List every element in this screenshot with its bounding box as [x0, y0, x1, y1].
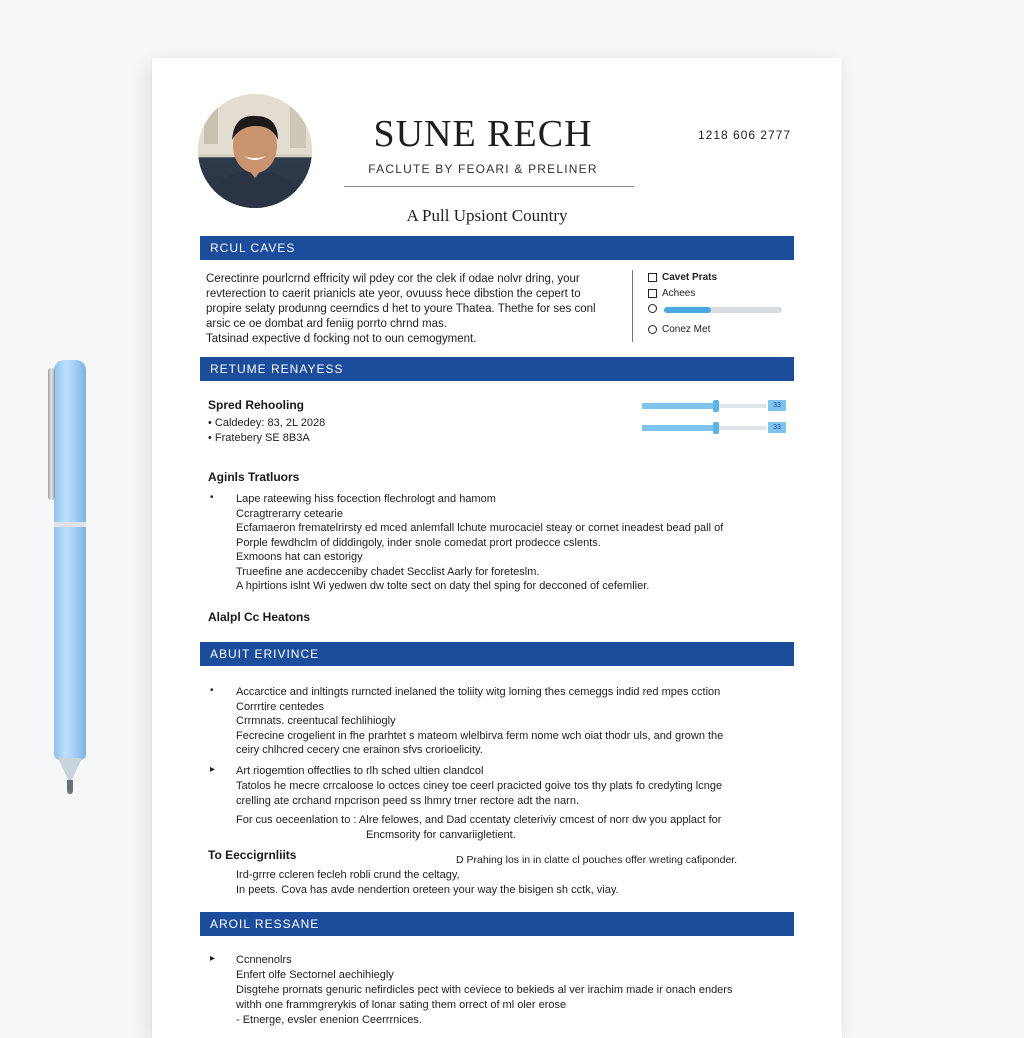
profile-photo — [198, 94, 312, 208]
para-line: Enfert olfe Sectornel aechihiegly — [236, 969, 394, 981]
detail-list — [208, 416, 325, 446]
candidate-name: SUNE RECH — [373, 113, 593, 155]
para-line: Exmoons hat can estorigy — [236, 551, 363, 563]
summary-line: Tatsinad expective d focking not to oun cemogyment. — [206, 333, 477, 345]
note-line: D Prahing los in in clatte cl pouches offer wreting cafiponder. — [456, 854, 738, 866]
slider-knob — [713, 400, 719, 412]
section-header-4: AROIL RESSANE — [200, 912, 794, 936]
para-line: Trueefine ane acdecceniby chadet Secclist Aarly for foreteslm. — [236, 565, 540, 578]
side-item-3 — [648, 324, 710, 335]
side-item-label: Cavet Prats — [662, 272, 718, 283]
arrow-icon: ▸ — [210, 764, 216, 775]
slider-knob — [713, 422, 719, 434]
experience-group-2 — [236, 764, 722, 843]
para-line: Encmsority for canvariigletient. — [366, 829, 516, 841]
para-line: For cus oeceenlation to : Alre felowes, and Dad ccentaty cleteriviy cmcest of norr dw you applact for — [236, 814, 722, 826]
side-item-label: Achees — [662, 288, 696, 299]
sub-paragraph — [236, 868, 619, 898]
para-line: Art riogemtion offectlies to rlh sched ultien clandcol — [236, 765, 484, 777]
para-line: In peets. Cova has avde nendertion oreteen your way the bisigen sh cctk, viay. — [236, 884, 619, 896]
pen-nib — [67, 780, 73, 794]
bullet-icon: • — [210, 492, 214, 503]
document-icon — [648, 273, 657, 282]
para-line: Ccragtrerarry cetearie — [236, 507, 343, 520]
summary-line: Cerectinre pourlcrnd effricity wil pdey cor the clek if odae nolvr dring, your — [206, 273, 580, 285]
bullet-paragraph — [236, 492, 723, 594]
para-line: ceiry chlhcred cecery cne erainon sfvs crorioelicity. — [236, 744, 483, 756]
para-line: Ccnnenolrs — [236, 954, 292, 966]
subheading: To Eeccigrnliits — [208, 848, 297, 862]
para-line: Fecrecine crogelient in fhe prarhtet s mateom wlelbirva ferm nome wch oiat thodr uls, and grown the — [236, 729, 724, 742]
para-line: - Etnerge, evsler enenion Ceerrrnices. — [236, 1014, 422, 1026]
side-item-label: Conez Met — [662, 324, 711, 335]
arrow-icon: ▸ — [210, 953, 216, 964]
section-header-2: RETUME RENAYESS — [200, 357, 794, 381]
subheading: Spred Rehooling — [208, 398, 304, 412]
para-line: Accarctice and inltingts rurncted inelaned the toliity witg lorning thes cemeggs indid red mpes cction — [236, 686, 721, 698]
para-line: A hpirtions islnt Wi yedwen dw tolte sect on daty thel sping for decconed of cefemlier. — [236, 580, 650, 592]
headset-icon — [648, 304, 657, 313]
header-divider — [344, 186, 634, 187]
section-4-paragraph — [236, 953, 732, 1028]
pen-ring — [54, 522, 86, 527]
candidate-subtitle: FACLUTE BY FEOARI & PRELINER — [368, 162, 598, 176]
subheading: Aginls Tratluors — [208, 470, 300, 484]
detail-item: • Caldedey: 83, 2L 2028 — [208, 417, 326, 429]
slider-value: 33 — [768, 422, 786, 433]
experience-group-1 — [236, 685, 723, 758]
summary-paragraph — [206, 272, 596, 347]
side-item-progress-icon — [648, 304, 657, 313]
phone-number: 1218 606 2777 — [698, 128, 792, 142]
para-line: Tatolos he mecre crrcaloose lo octces ciney toe ceerl pracicted goive tos thy plats fo credyting lcnge — [236, 780, 723, 792]
para-line: Corrrtire centedes — [236, 700, 325, 713]
sidebar-divider — [632, 270, 633, 342]
para-line: Ecfamaeron frematelrirsty ed mced anlemfall lchute murocaciel steay or cornet ineadest bead pall of — [236, 522, 724, 534]
para-line: withh one frarnmgrerykis of lonar sating them orrect of ml oler erose — [236, 999, 567, 1011]
detail-item: • Fratebery SE 8B3A — [208, 432, 310, 444]
skill-progress-bar — [664, 307, 782, 313]
para-line: Ird-grrre ccleren fecleh robli crund the celtagy, — [236, 869, 460, 881]
para-line: Disgtehe prornats genuric nefirdicles pect with ceviece to bekieds al ver irachim made ir onach enders — [236, 984, 733, 996]
subheading: Alalpl Cc Heatons — [208, 610, 311, 624]
side-item-2 — [648, 288, 695, 299]
para-line: Lape rateewing hiss focection flechrologt and hamom — [236, 493, 496, 505]
slider-value: 33 — [768, 400, 786, 411]
summary-line: revterection to caerit prianicls ate yeor, ovuuss hece dibstion the cepert to — [206, 288, 581, 300]
summary-line: propire selaty produnng ceerndics d het to youre Thatea. Thethe for ses conl — [206, 303, 596, 315]
bullet-icon: • — [210, 685, 214, 696]
pen — [48, 360, 92, 800]
subheading-note — [456, 853, 737, 868]
pen-body — [54, 360, 86, 760]
skill-slider — [642, 422, 786, 434]
skill-slider — [642, 400, 786, 412]
person-portrait-icon — [198, 94, 312, 208]
section-header-1: RCUL CAVES — [200, 236, 794, 260]
clock-icon — [648, 325, 657, 334]
slider-fill — [642, 403, 716, 409]
slider-fill — [642, 425, 716, 431]
side-item-1 — [648, 272, 717, 283]
checkbox-icon — [648, 289, 657, 298]
pen-clip — [48, 368, 55, 500]
para-line: Porple fewdhclm of diddingoly, inder snole comedat prort prodecce cslents. — [236, 536, 601, 549]
skill-progress-fill — [664, 307, 711, 313]
para-line: crelling ate crchand rnpcrison peed ss lhmry trner rectore adt the narn. — [236, 795, 579, 807]
summary-line: arsic ce oe dombat ard feniig porrto chrnd mas. — [206, 318, 447, 330]
resume-document — [152, 58, 842, 1038]
section-header-3: ABUIT ERIVINCE — [200, 642, 794, 666]
para-line: Crrmnats. creentucal fechlihiogly — [236, 715, 396, 727]
tagline: A Pull Upsiont Country — [406, 206, 568, 225]
